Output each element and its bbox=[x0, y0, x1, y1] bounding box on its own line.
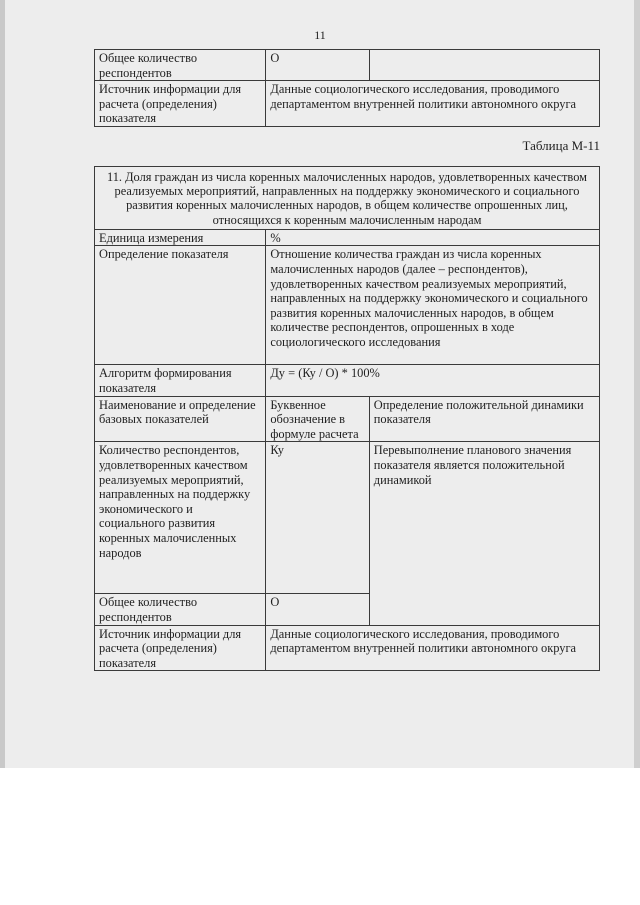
header-symbol: Буквенное обозначение в формуле расчета bbox=[266, 396, 369, 442]
table-title-row bbox=[95, 167, 600, 230]
base-name: Общее количество респондентов bbox=[95, 594, 266, 625]
row-value-empty bbox=[369, 50, 599, 81]
table-row bbox=[95, 442, 600, 594]
indicator-title: 11. Доля граждан из числа коренных малочисленных народов, удовлетворенных качеством реализуемых мероприятий, направленных на поддержку экономического и социального развития коренных малочисленных народов, в общем количестве опрошенных лиц, относящихся к коренным малочисленным народам bbox=[95, 167, 600, 230]
algorithm-formula: Ду = (Ку / О) * 100% bbox=[266, 365, 600, 396]
header-dynamics: Определение положительной динамики показателя bbox=[369, 396, 599, 442]
table-row bbox=[95, 229, 600, 246]
table-row bbox=[95, 625, 600, 671]
unit-value: % bbox=[266, 229, 600, 246]
table-row bbox=[95, 50, 600, 81]
table-label: Таблица М-11 bbox=[522, 138, 600, 153]
definition-label: Определение показателя bbox=[95, 246, 266, 365]
row-label: Общее количество респондентов bbox=[95, 50, 266, 81]
base-name: Количество респондентов, удовлетворенных качеством реализуемых мероприятий, направленных на поддержку экономического и социального развития коренных малочисленных народов bbox=[95, 442, 266, 594]
source-label: Источник информации для расчета (определения) показателя bbox=[95, 625, 266, 671]
row-label: Источник информации для расчета (определения) показателя bbox=[95, 81, 266, 127]
continuation-table bbox=[94, 49, 600, 127]
table-row bbox=[95, 246, 600, 365]
header-name: Наименование и определение базовых показателей bbox=[95, 396, 266, 442]
row-symbol: О bbox=[266, 50, 369, 81]
algorithm-label: Алгоритм формирования показателя bbox=[95, 365, 266, 396]
definition-value: Отношение количества граждан из числа коренных малочисленных народов (далее – респондентов), удовлетворенных качеством реализуемых мероприятий, направленных на поддержку экономического и социального развития коренных малочисленных народов, в общем количестве респондентов, опрошенных в ходе социологического исследования bbox=[266, 246, 600, 365]
table-row bbox=[95, 81, 600, 127]
base-dynamics: Перевыполнение планового значения показателя является положительной динамикой bbox=[369, 442, 599, 625]
table-row bbox=[95, 365, 600, 396]
unit-label: Единица измерения bbox=[95, 229, 266, 246]
page-number: 11 bbox=[314, 28, 326, 42]
base-symbol: Ку bbox=[266, 442, 369, 594]
source-value: Данные социологического исследования, проводимого департаментом внутренней политики автономного округа bbox=[266, 625, 600, 671]
table-header-row bbox=[95, 396, 600, 442]
scan-shadow-left bbox=[0, 0, 5, 768]
row-value: Данные социологического исследования, проводимого департаментом внутренней политики автономного округа bbox=[266, 81, 600, 127]
base-symbol: О bbox=[266, 594, 369, 625]
indicator-table bbox=[94, 166, 600, 671]
scan-shadow-right bbox=[634, 0, 640, 768]
